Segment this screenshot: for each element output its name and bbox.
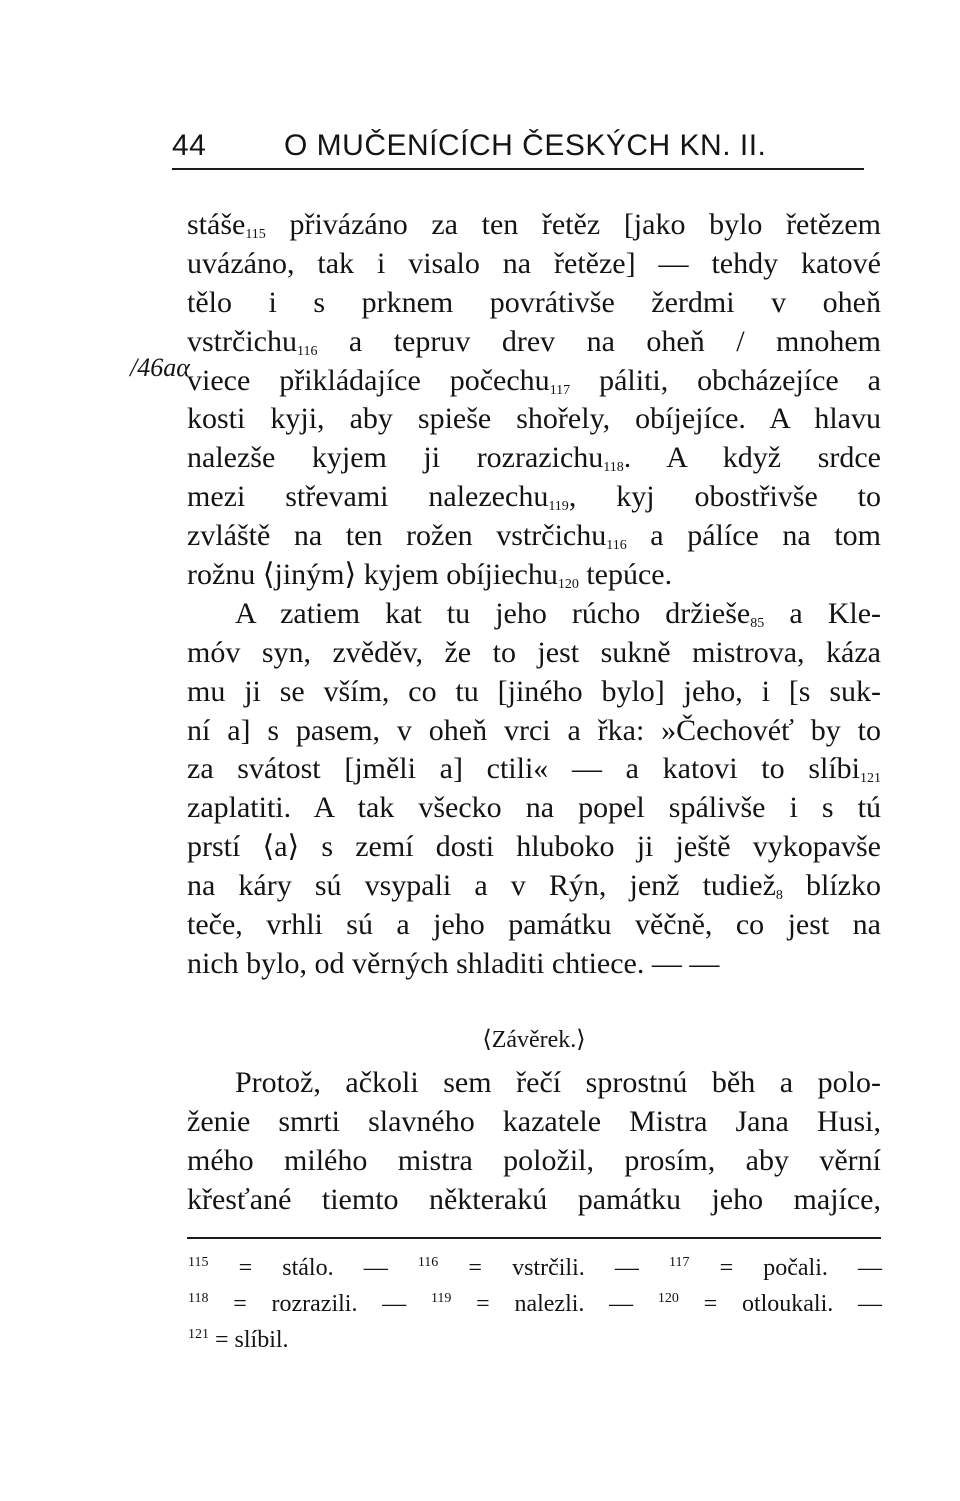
footnote-number: 117 (668, 1255, 690, 1270)
text-line (187, 556, 881, 595)
text-line-rest: , kyj obostřivše to (568, 480, 882, 514)
text-line (187, 400, 881, 439)
text-line (187, 750, 881, 789)
text-line (187, 595, 881, 634)
text-line (187, 906, 881, 945)
text-line-main: stáše (187, 208, 246, 241)
text-line (187, 478, 881, 517)
text-line (187, 789, 881, 828)
footnote-reference: 116 (606, 538, 627, 554)
footnote-number: 120 (657, 1291, 679, 1306)
footnote-gloss: = stálo. — (208, 1255, 388, 1281)
section-heading: ⟨Závěrek.⟩ (482, 1027, 586, 1053)
footnote-reference: 117 (549, 382, 571, 398)
text-line-main: za svátost [jměli a] ctili« — a katovi to slíbi (187, 752, 860, 786)
text-line-main: vstrčichu (187, 324, 297, 358)
footnote-number: 121 (188, 1327, 209, 1342)
text-line-main: nich bylo, od věrných shladiti chtiece. — — (187, 946, 720, 980)
text-line-rest: přivázáno za ten řetěz [jako bylo řetězem (265, 208, 881, 241)
conclusion-line: křesťané tiemto některakú památku jeho majíce, (187, 1182, 881, 1216)
footnote-reference: 120 (557, 577, 579, 593)
text-line (187, 712, 881, 751)
footnote-number: 116 (417, 1255, 439, 1270)
text-line-rest: a Kle- (764, 596, 881, 630)
text-line (187, 673, 881, 712)
footnote-gloss: = rozrazili. — (208, 1291, 407, 1317)
text-line-main: A zatiem kat tu jeho rúcho držieše (235, 596, 751, 630)
footnote-reference: 121 (860, 771, 881, 787)
footnote-item (658, 1291, 882, 1317)
footnote-number: 119 (430, 1291, 452, 1306)
margin-folio-note: /46aα (130, 353, 190, 382)
text-line (187, 634, 881, 673)
conclusion-text-block (187, 1064, 881, 1220)
text-line-main: viece přikládajíce počechu (187, 363, 550, 397)
text-line (187, 439, 881, 478)
text-line (187, 828, 881, 867)
text-line-main: ní a] s pasem, v oheň vrci a řka: »Čechovéť by to (187, 713, 881, 747)
text-line-main: na káry sú vsypali a v Rýn, jenž tudiež (187, 869, 776, 903)
footnote-line (188, 1286, 882, 1322)
text-line-rest: páliti, obcházejíce a (570, 363, 881, 397)
page-header (172, 126, 864, 170)
footnote-reference: 119 (548, 499, 569, 515)
text-line (187, 945, 881, 984)
text-line-main: móv syn, zvěděv, že to jest sukně mistrova, káza (187, 635, 881, 669)
footnote-item (188, 1327, 289, 1353)
text-line-main: mezi střevami nalezechu (187, 480, 549, 514)
footnote-reference: 118 (603, 460, 624, 476)
text-line-rest: . A když srdce (623, 441, 881, 475)
conclusion-line: mého milého mistra položil, prosím, aby věrní (187, 1143, 881, 1177)
text-line-rest: blízko (782, 869, 881, 903)
text-line (187, 362, 881, 401)
text-line (187, 867, 881, 906)
footnote-gloss: = vstrčili. — (438, 1255, 639, 1281)
footnote-number: 118 (188, 1291, 209, 1306)
text-line (187, 206, 881, 245)
conclusion-line: ženie smrti slavného kazatele Mistra Jana Husi, (187, 1104, 881, 1138)
text-line-main: mu ji se vším, co tu [jiného bylo] jeho, i [s suk- (187, 674, 881, 708)
text-line-main: prstí ⟨a⟩ s zemí dosti hluboko ji ještě vykopavše (187, 830, 881, 864)
text-line-rest: a tepruv drev na oheň / mnohem (317, 324, 881, 358)
text-line-main: kosti kyji, aby spieše shořely, obíjejíce. A hlavu (187, 402, 881, 436)
text-line-main: uvázáno, tak i visalo na řetěze] — tehdy katové (187, 246, 881, 280)
text-line (187, 517, 881, 556)
text-line-main: rožnu ⟨jiným⟩ kyjem obíjiechu (187, 558, 558, 592)
text-line-rest: tepúce. (578, 558, 673, 592)
text-line (187, 323, 881, 362)
text-line (187, 245, 881, 284)
footnote-gloss: = nalezli. — (451, 1291, 634, 1317)
footnote-item (418, 1255, 639, 1281)
text-line-main: zvláště na ten rožen vstrčichu (187, 519, 607, 553)
footnote-line (188, 1322, 882, 1358)
text-line-rest: a pálíce na tom (626, 519, 881, 553)
text-line-main: teče, vrhli sú a jeho památku věčně, co jest na (187, 908, 881, 942)
footnotes-block (188, 1250, 882, 1358)
conclusion-line: Protož, ačkoli sem řečí sprostnú běh a polo- (235, 1066, 881, 1099)
footnote-gloss: = slíbil. (209, 1327, 289, 1353)
footnote-item (669, 1255, 882, 1281)
page-number: 44 (172, 129, 207, 162)
footnote-gloss: = počali. — (689, 1255, 882, 1281)
text-line (187, 284, 881, 323)
footnote-number: 115 (188, 1255, 209, 1270)
footnote-gloss: = otloukali. — (678, 1291, 883, 1317)
footnote-reference: 85 (750, 615, 765, 631)
footnote-line (188, 1250, 882, 1286)
footnote-item (431, 1291, 633, 1317)
text-line-main: zaplatiti. A tak všecko na popel spálivše i s tú (187, 791, 881, 825)
footnote-item (188, 1255, 388, 1281)
footnote-reference: 115 (245, 227, 266, 242)
running-title: O MUČENÍCÍCH ČESKÝCH KN. II. (284, 129, 767, 162)
footnote-reference: 116 (296, 343, 318, 359)
text-line-main: nalezše kyjem ji rozrazichu (187, 441, 604, 475)
main-text-block (187, 206, 881, 984)
footnote-item (188, 1291, 406, 1317)
text-line-main: tělo i s prknem povrátivše žerdmi v oheň (187, 285, 881, 319)
footnote-divider (187, 1237, 881, 1239)
footnote-reference: 8 (775, 888, 783, 904)
